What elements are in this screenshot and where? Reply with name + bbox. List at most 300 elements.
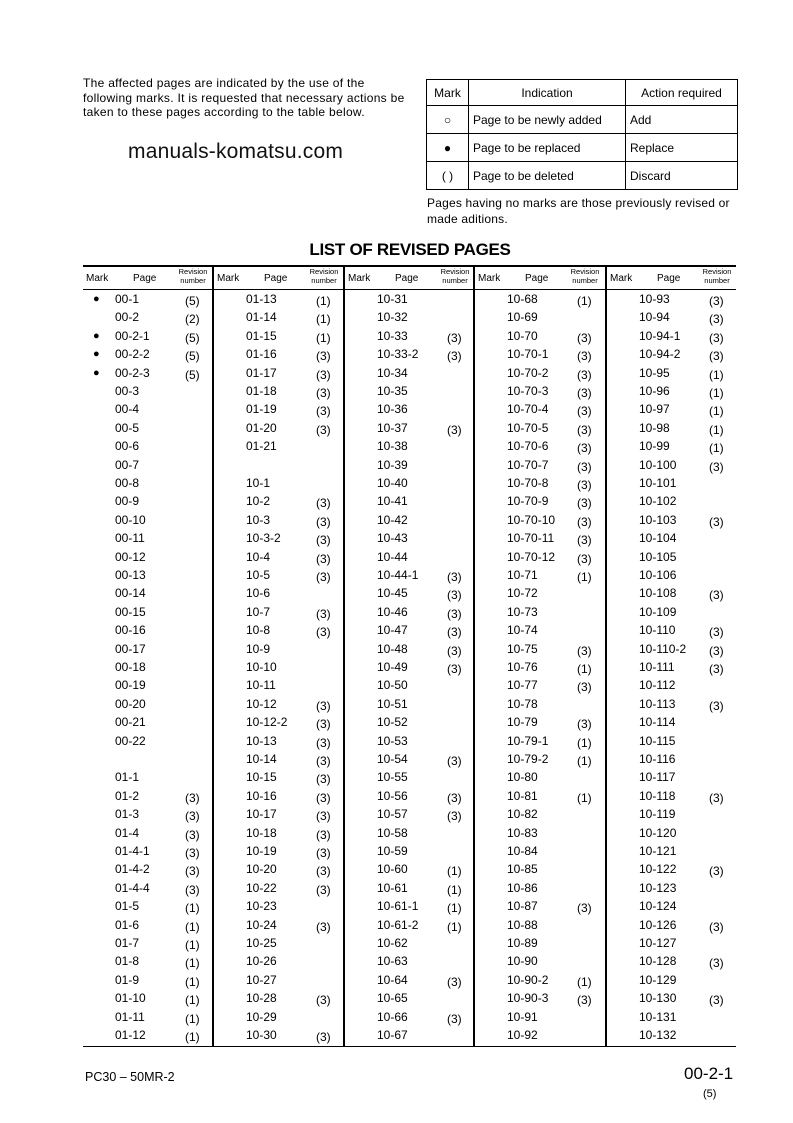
table-row xyxy=(214,861,345,879)
page-number: 00-8 xyxy=(115,476,140,490)
mark-legend-table xyxy=(426,79,738,190)
page-number: 10-1 xyxy=(246,476,271,490)
table-row xyxy=(345,549,476,567)
table-row xyxy=(607,346,738,364)
page-number: 01-5 xyxy=(115,899,140,914)
revision-number: (3) xyxy=(316,606,331,621)
header-mark: Mark xyxy=(348,273,371,284)
revision-number: (3) xyxy=(316,717,331,732)
revision-number: (3) xyxy=(709,349,724,364)
revision-number: (3) xyxy=(577,441,592,456)
replaced-mark-icon: ● xyxy=(93,348,100,361)
table-row xyxy=(345,917,476,935)
page-number: 00-18 xyxy=(115,660,146,674)
revision-number: (3) xyxy=(577,533,592,548)
table-row xyxy=(83,641,214,659)
page-number: 10-70-5 xyxy=(507,420,549,435)
revision-number: (1) xyxy=(316,294,331,308)
page-number: 10-94-2 xyxy=(639,347,681,362)
column-group xyxy=(212,267,345,1046)
table-row xyxy=(607,641,738,659)
table-row xyxy=(345,659,476,677)
table-row xyxy=(475,641,606,659)
page-number: 10-105 xyxy=(639,549,677,564)
page-number: 10-29 xyxy=(246,1009,277,1024)
replaced-mark-icon: ● xyxy=(93,366,100,379)
footer-model: PC30 – 50MR-2 xyxy=(85,1070,175,1084)
revision-number: (3) xyxy=(316,827,331,842)
table-row xyxy=(83,696,214,714)
table-row xyxy=(345,990,476,1008)
page-number: 00-13 xyxy=(115,568,146,582)
table-row xyxy=(607,696,738,714)
page-number: 10-2 xyxy=(246,494,271,509)
revision-number: (3) xyxy=(185,827,200,842)
header-revision: Revision number xyxy=(440,267,470,285)
table-row xyxy=(475,843,606,861)
table-row xyxy=(475,953,606,971)
header-revision: Revision number xyxy=(570,267,600,285)
revision-number: (3) xyxy=(185,809,200,824)
page-number: 10-61-2 xyxy=(377,917,419,932)
table-row xyxy=(475,972,606,990)
page-number: 10-114 xyxy=(639,715,676,730)
table-row xyxy=(475,917,606,935)
table-row xyxy=(607,898,738,916)
table-row xyxy=(475,291,606,309)
table-row xyxy=(214,935,345,953)
table-row xyxy=(345,346,476,364)
revision-number: (3) xyxy=(577,478,592,492)
table-row xyxy=(214,365,345,383)
revision-number: (3) xyxy=(709,698,724,713)
footer-page-number: 00-2-1 xyxy=(684,1064,734,1083)
page-number: 10-130 xyxy=(639,991,677,1006)
revision-number: (3) xyxy=(709,993,724,1008)
page-number: 10-70-4 xyxy=(507,402,549,417)
page-number: 10-19 xyxy=(246,844,277,858)
page-number: 10-99 xyxy=(639,439,670,454)
page-number: 10-50 xyxy=(377,678,408,693)
page-number: 00-2-3 xyxy=(115,365,150,380)
revision-number: (1) xyxy=(709,386,724,400)
revision-number: (3) xyxy=(577,404,592,419)
table-row xyxy=(475,788,606,806)
table-row xyxy=(214,585,345,603)
table-row xyxy=(214,641,345,659)
legend-action: Discard xyxy=(626,162,738,190)
page-number: 10-95 xyxy=(639,365,670,380)
revision-number: (1) xyxy=(185,901,200,916)
table-row xyxy=(345,806,476,824)
page-number: 10-69 xyxy=(507,310,538,325)
revision-number: (3) xyxy=(447,570,462,584)
page-number: 00-17 xyxy=(115,641,146,656)
table-row xyxy=(345,677,476,695)
table-row xyxy=(607,880,738,898)
revision-number: (3) xyxy=(447,643,462,658)
table-row xyxy=(475,567,606,585)
table-row xyxy=(345,861,476,879)
page-number: 00-10 xyxy=(115,512,146,527)
page-number: 10-55 xyxy=(377,770,408,785)
page-number: 10-70-7 xyxy=(507,457,549,472)
page-number: 10-17 xyxy=(246,807,277,822)
page-number: 10-27 xyxy=(246,972,277,987)
page-number: 10-100 xyxy=(639,457,677,472)
table-row xyxy=(475,1027,606,1045)
revision-number: (3) xyxy=(447,588,462,603)
header-page: Page xyxy=(395,273,419,284)
page-title: LIST OF REVISED PAGES xyxy=(309,240,511,259)
page-number: 10-61-1 xyxy=(377,899,419,914)
page-number: 10-43 xyxy=(377,531,408,546)
revision-number: (3) xyxy=(709,662,724,676)
table-row xyxy=(475,346,606,364)
page-number: 10-129 xyxy=(639,972,677,987)
revision-number: (5) xyxy=(185,349,200,364)
page-number: 10-109 xyxy=(639,604,677,619)
revision-number: (3) xyxy=(577,901,592,916)
table-row xyxy=(475,530,606,548)
table-row xyxy=(345,622,476,640)
replaced-mark-icon: ● xyxy=(93,329,100,342)
table-row xyxy=(607,291,738,309)
page-number: 00-16 xyxy=(115,623,146,638)
header-mark: Mark xyxy=(610,273,633,284)
table-row xyxy=(475,806,606,824)
page-number: 10-26 xyxy=(246,954,277,969)
page-number: 10-14 xyxy=(246,752,277,766)
revision-number: (1) xyxy=(185,1030,200,1044)
table-row xyxy=(345,493,476,511)
revision-number: (3) xyxy=(709,330,724,345)
revision-number: (1) xyxy=(185,938,200,952)
table-row xyxy=(607,475,738,493)
revision-number: (3) xyxy=(316,551,331,566)
table-row xyxy=(345,696,476,714)
table-row xyxy=(83,567,214,585)
revision-number: (3) xyxy=(709,294,724,308)
page-number: 10-70 xyxy=(507,328,538,343)
page-number: 10-70-3 xyxy=(507,384,549,398)
table-row xyxy=(83,733,214,751)
table-row xyxy=(345,714,476,732)
page-number: 00-21 xyxy=(115,715,146,730)
intro-text: The affected pages are indicated by the use of the following marks. It is requested that necessary actions be taken to these pages according to the table below. xyxy=(83,76,405,119)
page-number: 01-8 xyxy=(115,954,140,969)
table-row xyxy=(83,346,214,364)
filled-circle-icon: ● xyxy=(427,134,469,162)
page-number: 10-56 xyxy=(377,788,408,803)
page-number: 10-51 xyxy=(377,696,408,711)
table-row xyxy=(214,475,345,493)
table-row xyxy=(345,1009,476,1027)
table-row xyxy=(83,457,214,475)
page-number: 10-93 xyxy=(639,292,670,306)
revision-number: (3) xyxy=(577,717,592,732)
page-number: 01-4-4 xyxy=(115,880,150,895)
table-row xyxy=(83,438,214,456)
page-number: 10-42 xyxy=(377,512,408,527)
page-number: 10-5 xyxy=(246,568,271,582)
page-number: 10-89 xyxy=(507,936,538,950)
page-number: 10-54 xyxy=(377,752,408,766)
page-number: 10-108 xyxy=(639,586,677,601)
page-number: 10-117 xyxy=(639,770,676,785)
revision-number: (3) xyxy=(577,330,592,345)
column-group xyxy=(473,267,606,1046)
revision-number: (3) xyxy=(709,864,724,879)
table-row xyxy=(83,659,214,677)
page-number: 01-16 xyxy=(246,347,277,362)
revision-number: (3) xyxy=(316,533,331,548)
revision-number: (1) xyxy=(577,294,592,308)
page-number: 10-70-1 xyxy=(507,347,549,362)
page-number: 10-38 xyxy=(377,439,408,454)
table-row xyxy=(607,585,738,603)
table-row xyxy=(214,677,345,695)
table-row xyxy=(83,493,214,511)
page-number: 10-62 xyxy=(377,936,408,950)
page-number: 10-23 xyxy=(246,899,277,914)
revision-number: (3) xyxy=(577,367,592,382)
page-number: 10-102 xyxy=(639,494,677,509)
table-row xyxy=(607,512,738,530)
page-number: 10-70-12 xyxy=(507,549,556,564)
table-row xyxy=(214,383,345,401)
revision-number: (3) xyxy=(316,404,331,419)
page-number: 10-110 xyxy=(639,623,676,638)
table-row xyxy=(214,530,345,548)
page-number: 10-73 xyxy=(507,604,538,619)
page-number: 10-72 xyxy=(507,586,538,601)
page-number: 10-70-2 xyxy=(507,365,549,380)
table-row xyxy=(83,1027,214,1045)
table-row xyxy=(345,733,476,751)
replaced-mark-icon: ● xyxy=(93,293,100,305)
table-row xyxy=(607,365,738,383)
page-number: 10-132 xyxy=(639,1028,677,1042)
revision-number: (3) xyxy=(316,919,331,934)
table-row xyxy=(607,604,738,622)
table-row xyxy=(83,604,214,622)
page-number: 10-8 xyxy=(246,623,271,638)
revision-number: (3) xyxy=(316,349,331,364)
table-row xyxy=(345,898,476,916)
table-row xyxy=(345,309,476,327)
table-row xyxy=(83,328,214,346)
revision-number: (3) xyxy=(709,459,724,474)
revision-number: (3) xyxy=(709,956,724,971)
table-row xyxy=(607,383,738,401)
revision-number: (2) xyxy=(185,312,200,327)
page-number: 01-14 xyxy=(246,310,277,325)
table-row xyxy=(83,769,214,787)
page-number: 00-2 xyxy=(115,310,140,325)
page-number: 01-4-1 xyxy=(115,844,150,858)
page-number: 10-60 xyxy=(377,862,408,877)
page-number: 00-6 xyxy=(115,439,140,454)
page-number: 10-113 xyxy=(639,696,676,711)
revision-number: (3) xyxy=(185,846,200,860)
table-row xyxy=(607,935,738,953)
table-row xyxy=(475,898,606,916)
page-number: 10-86 xyxy=(507,880,538,895)
table-row xyxy=(345,328,476,346)
revision-number: (3) xyxy=(316,570,331,584)
revision-number: (3) xyxy=(447,662,462,676)
revision-number: (3) xyxy=(709,312,724,327)
revision-number: (1) xyxy=(577,754,592,768)
table-row xyxy=(345,1027,476,1045)
table-row xyxy=(475,457,606,475)
table-row xyxy=(214,328,345,346)
table-row xyxy=(83,475,214,493)
table-row xyxy=(475,512,606,530)
table-row xyxy=(345,383,476,401)
table-row xyxy=(214,953,345,971)
revision-number: (1) xyxy=(447,882,462,897)
legend-header-action: Action required xyxy=(626,80,738,106)
page-number: 00-7 xyxy=(115,457,140,472)
table-row xyxy=(83,1009,214,1027)
revision-number: (1) xyxy=(577,790,592,805)
revision-number: (1) xyxy=(709,441,724,456)
table-row xyxy=(475,659,606,677)
page-number: 10-79 xyxy=(507,715,538,730)
page-number: 01-4 xyxy=(115,825,140,840)
table-row xyxy=(475,493,606,511)
table-row xyxy=(607,751,738,769)
table-row xyxy=(607,659,738,677)
page-number: 00-5 xyxy=(115,420,140,435)
revision-number: (3) xyxy=(447,1011,462,1026)
revised-pages-table xyxy=(83,265,736,1047)
page-number: 10-30 xyxy=(246,1028,277,1042)
table-row xyxy=(607,788,738,806)
page-number: 00-3 xyxy=(115,384,140,398)
revision-number: (3) xyxy=(185,864,200,879)
table-row xyxy=(214,825,345,843)
footer-page-revision: (5) xyxy=(703,1088,717,1100)
revision-number: (3) xyxy=(447,422,462,437)
legend-action: Replace xyxy=(626,134,738,162)
table-row xyxy=(83,898,214,916)
table-row xyxy=(214,493,345,511)
table-row xyxy=(475,696,606,714)
table-row xyxy=(475,714,606,732)
table-row xyxy=(607,1027,738,1045)
table-row xyxy=(214,843,345,861)
page-number: 10-44-1 xyxy=(377,568,419,582)
page-number: 10-80 xyxy=(507,770,538,785)
page-number: 10-97 xyxy=(639,402,670,417)
table-row xyxy=(345,880,476,898)
revision-number: (5) xyxy=(185,294,200,308)
revision-number: (3) xyxy=(577,459,592,474)
table-row xyxy=(607,549,738,567)
revision-number: (3) xyxy=(316,809,331,824)
page-number: 10-31 xyxy=(377,292,408,306)
table-row xyxy=(475,420,606,438)
page-number: 01-17 xyxy=(246,365,277,380)
page-number: 10-40 xyxy=(377,476,408,490)
table-row xyxy=(475,622,606,640)
revision-number: (3) xyxy=(447,606,462,621)
table-row xyxy=(345,512,476,530)
header-revision: Revision number xyxy=(178,267,208,285)
page-number: 10-71 xyxy=(507,568,538,582)
page-number: 01-6 xyxy=(115,917,140,932)
legend-action: Add xyxy=(626,106,738,134)
page-number: 10-68 xyxy=(507,292,538,306)
table-row xyxy=(345,291,476,309)
table-row xyxy=(475,549,606,567)
page-number: 10-18 xyxy=(246,825,277,840)
table-row xyxy=(214,604,345,622)
table-row xyxy=(345,475,476,493)
revision-number: (3) xyxy=(316,790,331,805)
page-number: 10-11 xyxy=(246,678,276,693)
page-number: 10-77 xyxy=(507,678,538,693)
page-number: 01-12 xyxy=(115,1028,146,1042)
page-number: 10-91 xyxy=(507,1009,538,1024)
table-row xyxy=(83,880,214,898)
page-number: 10-70-10 xyxy=(507,512,556,527)
page-number: 10-128 xyxy=(639,954,677,969)
revision-number: (3) xyxy=(577,496,592,511)
revision-number: (3) xyxy=(316,735,331,750)
table-row xyxy=(607,1009,738,1027)
page-number: 10-85 xyxy=(507,862,538,877)
page-number: 10-46 xyxy=(377,604,408,619)
table-row xyxy=(345,751,476,769)
table-row xyxy=(475,1009,606,1027)
page-number: 10-115 xyxy=(639,733,676,748)
table-row xyxy=(607,420,738,438)
column-group xyxy=(605,267,738,1046)
revision-number: (3) xyxy=(316,386,331,400)
page-number: 10-12 xyxy=(246,696,277,711)
page-number: 10-36 xyxy=(377,402,408,417)
table-row xyxy=(214,622,345,640)
table-row xyxy=(83,751,214,769)
table-row xyxy=(83,806,214,824)
table-row xyxy=(475,825,606,843)
parentheses-icon: ( ) xyxy=(427,162,469,190)
table-row xyxy=(345,972,476,990)
header-revision: Revision number xyxy=(309,267,339,285)
table-row xyxy=(345,788,476,806)
table-row xyxy=(607,493,738,511)
table-row xyxy=(345,365,476,383)
revision-number: (3) xyxy=(185,882,200,897)
page-number: 10-33-2 xyxy=(377,347,419,362)
table-row xyxy=(475,475,606,493)
revision-number: (5) xyxy=(185,330,200,345)
revision-number: (3) xyxy=(577,551,592,566)
page-number: 10-92 xyxy=(507,1028,538,1042)
page-number: 10-61 xyxy=(377,880,408,895)
table-row xyxy=(214,990,345,1008)
table-row xyxy=(214,1009,345,1027)
table-row xyxy=(607,953,738,971)
revision-number: (1) xyxy=(709,367,724,382)
table-row xyxy=(345,401,476,419)
table-row xyxy=(475,990,606,1008)
table-row xyxy=(83,825,214,843)
